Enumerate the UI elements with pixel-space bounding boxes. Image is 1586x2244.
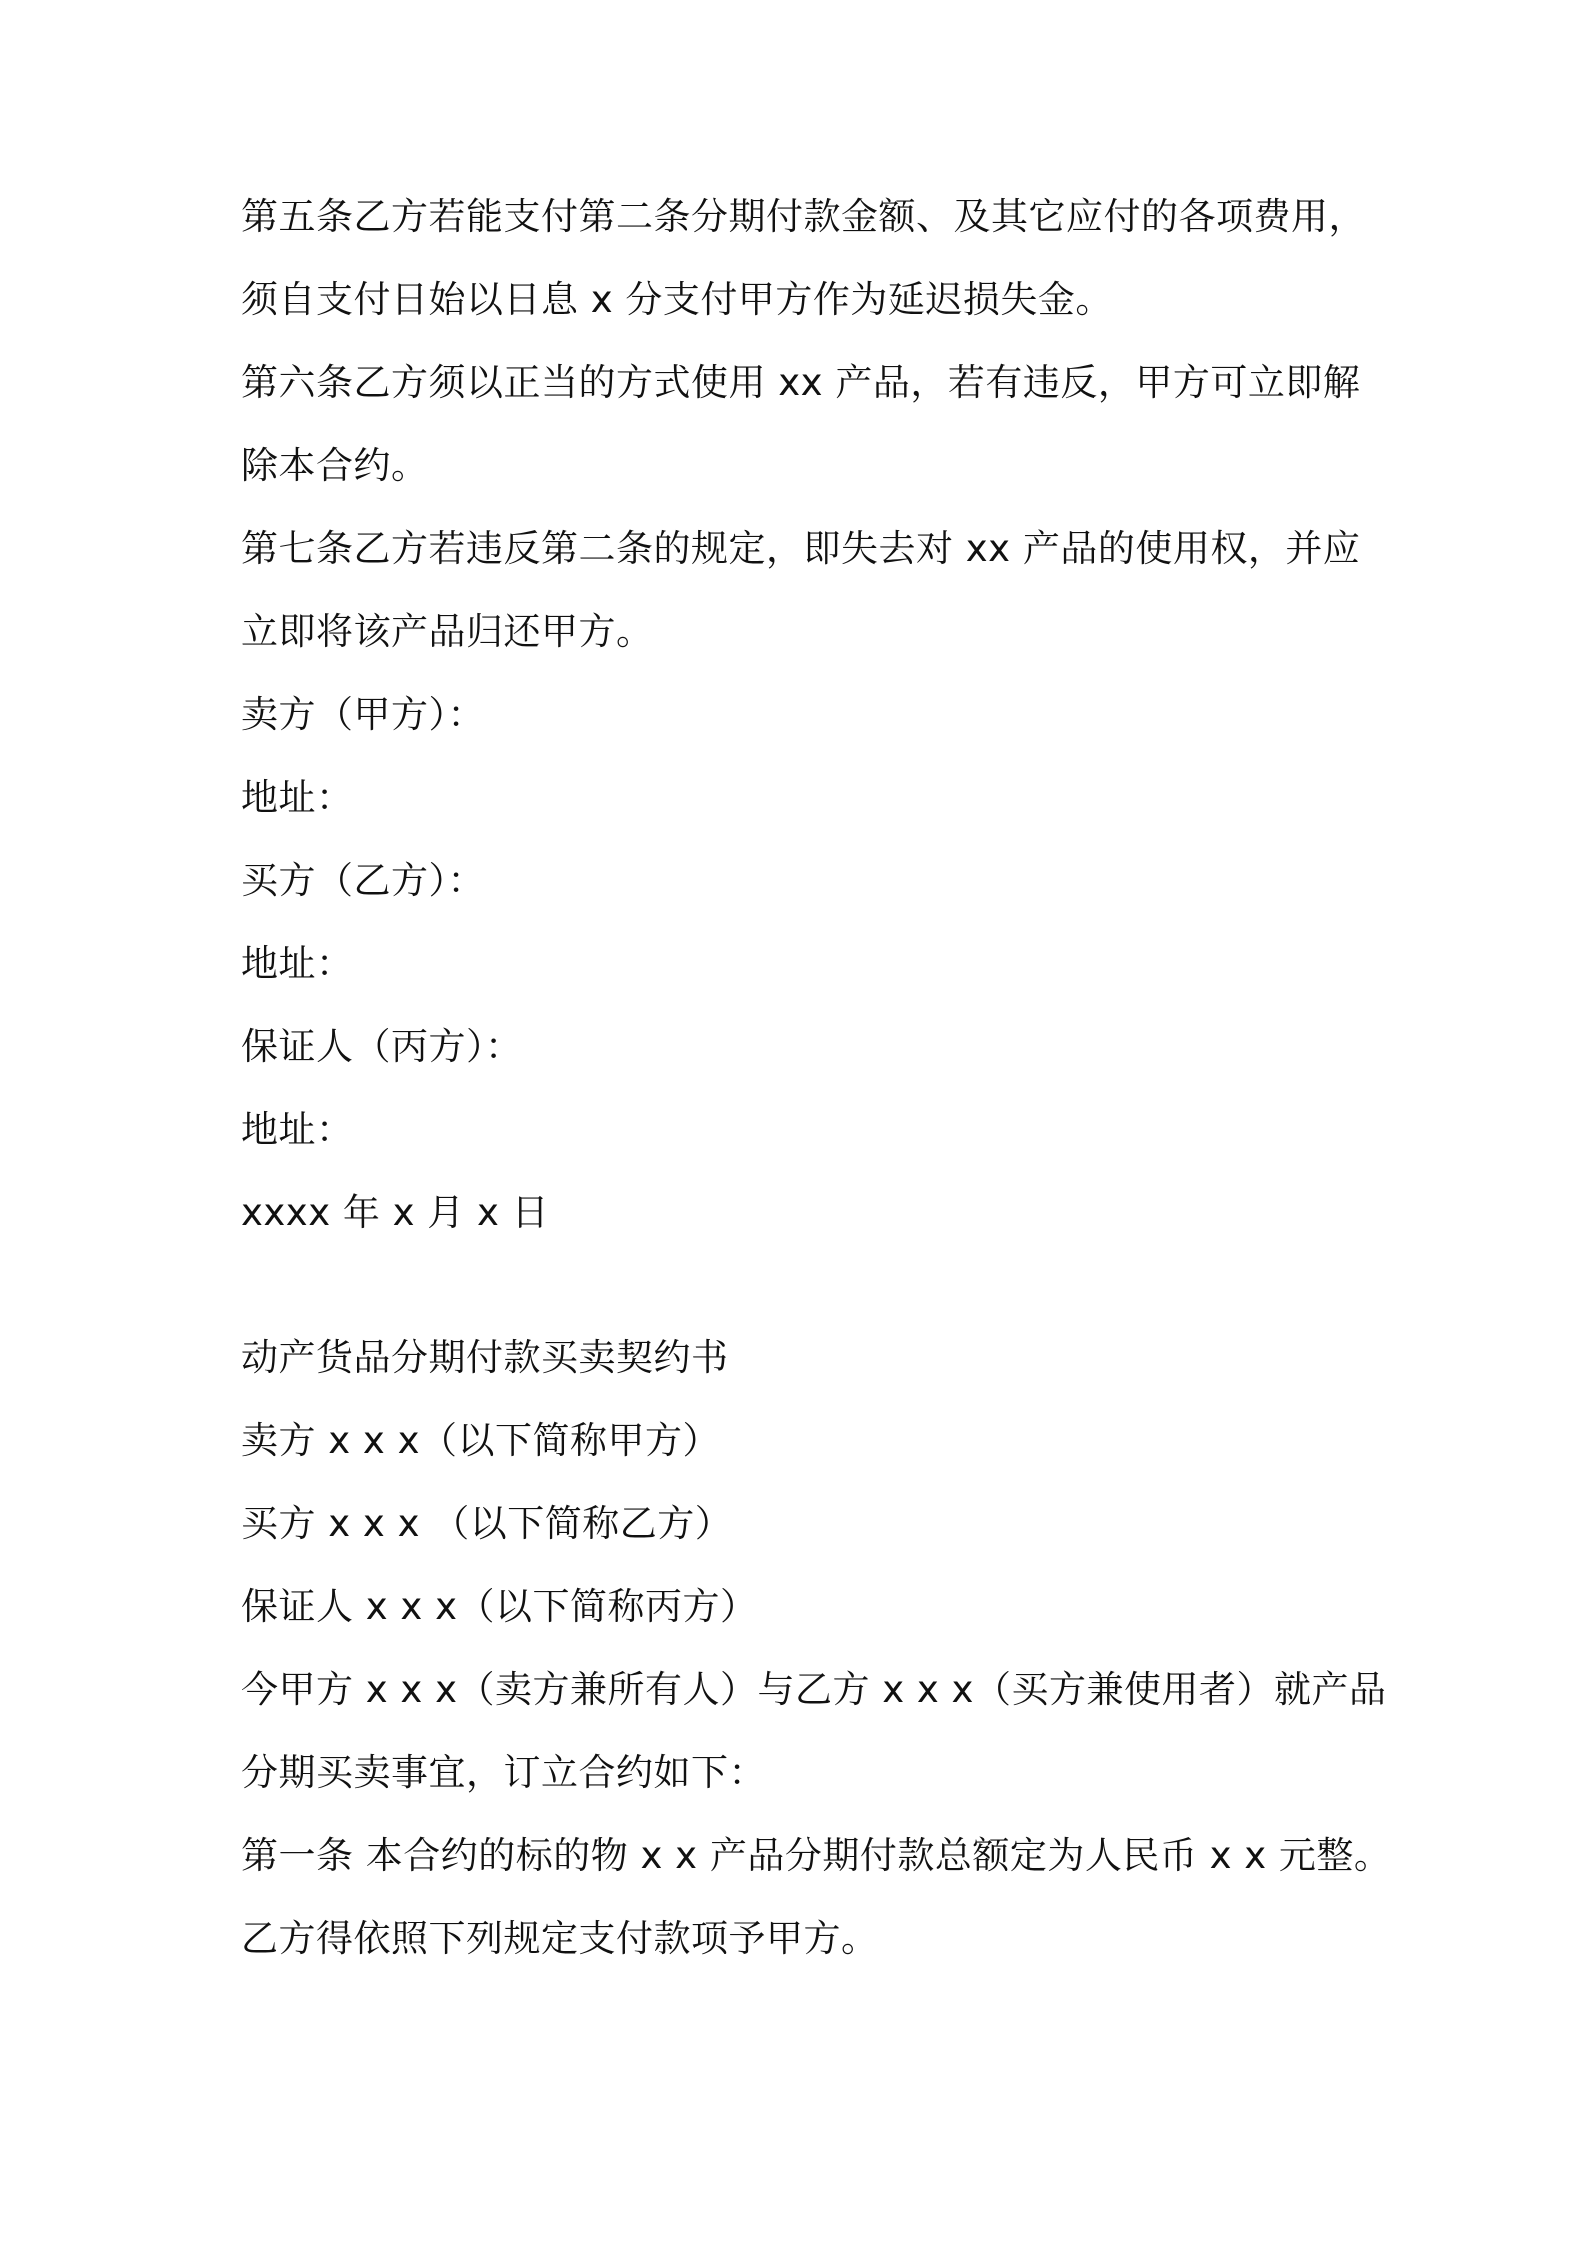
article-1-line-1: 第一条 本合约的标的物 x x 产品分期付款总额定为人民币 x x 元整。 — [241, 1834, 1392, 1877]
seller-address-label: 地址： — [241, 776, 354, 819]
party-seller-line: 卖方 x x x（以下简称甲方） — [241, 1419, 720, 1462]
preamble-line-1: 今甲方 x x x（卖方兼所有人）与乙方 x x x（买方兼使用者）就产品 — [241, 1668, 1387, 1711]
guarantor-address-label: 地址： — [241, 1108, 354, 1151]
clause-5-line-1: 第五条乙方若能支付第二条分期付款金额、及其它应付的各项费用， — [241, 195, 1366, 238]
buyer-address-label: 地址： — [241, 942, 354, 985]
buyer-label: 买方（乙方）： — [241, 859, 485, 902]
article-1-line-2: 乙方得依照下列规定支付款项予甲方。 — [241, 1917, 879, 1960]
contract-title: 动产货品分期付款买卖契约书 — [241, 1336, 729, 1379]
clause-5-line-2: 须自支付日始以日息 x 分支付甲方作为延迟损失金。 — [241, 278, 1113, 321]
contract-text — [241, 196, 1391, 2001]
seller-label: 卖方（甲方）： — [241, 693, 485, 736]
party-guarantor-line: 保证人 x x x（以下简称丙方） — [241, 1585, 758, 1628]
preamble-line-2: 分期买卖事宜，订立合约如下： — [241, 1751, 766, 1794]
clause-7-line-1: 第七条乙方若违反第二条的规定，即失去对 xx 产品的使用权，并应 — [241, 527, 1361, 570]
party-buyer-line: 买方 x x x （以下简称乙方） — [241, 1502, 733, 1545]
guarantor-label: 保证人（丙方）： — [241, 1025, 523, 1068]
date-line: xxxx 年 x 月 x 日 — [241, 1191, 550, 1234]
section-gap — [241, 1275, 1391, 1337]
clause-7-line-2: 立即将该产品归还甲方。 — [241, 610, 654, 653]
clause-6-line-2: 除本合约。 — [241, 444, 429, 487]
clause-6-line-1: 第六条乙方须以正当的方式使用 xx 产品，若有违反，甲方可立即解 — [241, 361, 1361, 404]
